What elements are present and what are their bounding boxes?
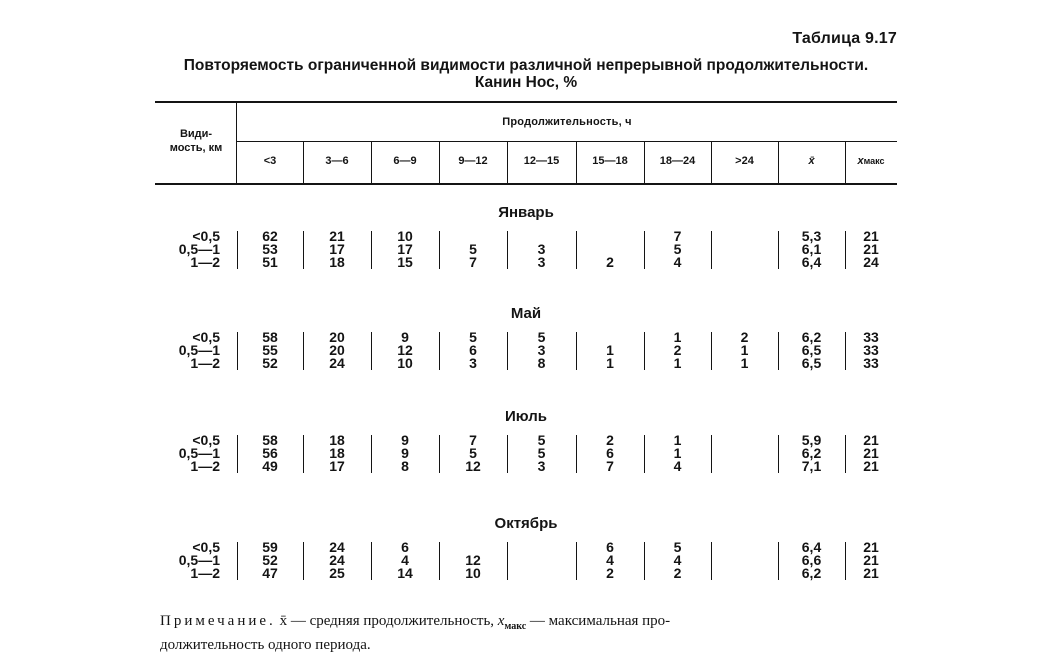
column-separator	[778, 435, 779, 473]
table-cell: 33	[863, 329, 879, 345]
table-cell: 10	[397, 355, 413, 371]
header-visibility-line1: Види-	[179, 128, 213, 140]
column-separator	[711, 332, 712, 370]
header-col-divider	[439, 142, 440, 183]
column-separator	[439, 435, 440, 473]
table-cell: 33	[863, 342, 879, 358]
table-cell: 56	[262, 445, 278, 461]
table-cell: 3	[537, 458, 546, 474]
row-label: 1—2	[190, 254, 220, 270]
table-cell: 6,1	[801, 241, 822, 257]
table-cell: 6,2	[801, 565, 822, 581]
table-cell: 10	[465, 565, 481, 581]
table-number: Таблица 9.17	[792, 30, 897, 47]
column-separator	[711, 231, 712, 269]
row-label: <0,5	[192, 539, 220, 555]
table-cell: 7	[673, 228, 682, 244]
table-cell: 5	[537, 432, 546, 448]
table-cell: 1	[673, 445, 682, 461]
table-cell: 12	[465, 552, 481, 568]
header-visibility	[158, 127, 234, 155]
table-cell: 59	[262, 539, 278, 555]
table-cell: 3	[537, 254, 546, 270]
table-cell: 55	[262, 342, 278, 358]
table-cell: 5	[469, 445, 477, 461]
column-separator	[439, 231, 440, 269]
table-cell: 7	[469, 432, 477, 448]
table-cell: 18	[329, 254, 345, 270]
column-separator	[507, 231, 508, 269]
row-label: 1—2	[190, 355, 220, 371]
header-col-8: x̄	[808, 155, 815, 167]
column-separator	[644, 435, 645, 473]
header-col-divider	[845, 142, 846, 183]
table-cell: 14	[397, 565, 413, 581]
table-cell: 2	[673, 342, 682, 358]
table-cell: 18	[329, 432, 345, 448]
table-cell: 6	[469, 342, 477, 358]
row-label: 0,5—1	[178, 241, 220, 257]
table-cell: 6,2	[801, 445, 822, 461]
table-cell: 20	[329, 329, 345, 345]
table-cell: 2	[606, 254, 614, 270]
table-cell: 1	[673, 329, 682, 345]
header-col-0: <3	[263, 155, 277, 167]
note-line1	[160, 612, 900, 636]
column-separator	[303, 542, 304, 580]
column-separator	[576, 231, 577, 269]
table-cell: 21	[863, 228, 879, 244]
column-separator	[303, 332, 304, 370]
table-cell: 5,9	[801, 432, 822, 448]
header-col-6: 18—24	[659, 155, 696, 167]
column-separator	[576, 332, 577, 370]
note-prefix: Примечание.	[160, 613, 276, 629]
table-cell: 58	[262, 432, 278, 448]
table-cell: 52	[262, 552, 278, 568]
header-col-divider	[371, 142, 372, 183]
table-cell: 10	[397, 228, 413, 244]
table-cell: 21	[863, 565, 879, 581]
table-cell: 12	[465, 458, 481, 474]
row-label: 0,5—1	[178, 445, 220, 461]
table-cell: 1	[740, 342, 749, 358]
table-cell: 17	[329, 458, 345, 474]
table-cell: 24	[863, 254, 879, 270]
table-cell: 6	[606, 539, 614, 555]
month-heading: Май	[510, 305, 542, 322]
header-bottom-rule	[155, 183, 897, 185]
header-col-divider	[778, 142, 779, 183]
table-cell: 5	[537, 445, 546, 461]
table-cell: 3	[537, 241, 546, 257]
table-cell: 1	[673, 355, 682, 371]
table-cell: 8	[537, 355, 546, 371]
note-x-sub: макс	[504, 621, 527, 632]
column-separator	[439, 542, 440, 580]
column-separator	[644, 332, 645, 370]
table-cell: 6	[401, 539, 409, 555]
table-cell: 33	[863, 355, 879, 371]
table-cell: 6,4	[801, 539, 822, 555]
table-cell: 1	[740, 355, 749, 371]
month-heading: Январь	[498, 204, 554, 221]
table-cell: 58	[262, 329, 278, 345]
note-x: x	[497, 613, 505, 629]
table-cell: 2	[606, 432, 614, 448]
table-cell: 24	[329, 355, 345, 371]
table-cell: 5	[469, 241, 477, 257]
column-separator	[711, 542, 712, 580]
column-separator	[507, 332, 508, 370]
table-cell: 24	[329, 539, 345, 555]
column-separator	[711, 435, 712, 473]
column-separator	[644, 542, 645, 580]
table-cell: 51	[262, 254, 278, 270]
table-cell: 25	[329, 565, 345, 581]
header-col-1: 3—6	[325, 155, 349, 167]
table-cell: 17	[397, 241, 413, 257]
table-cell: 24	[329, 552, 345, 568]
table-cell: 49	[262, 458, 278, 474]
table-cell: 5,3	[801, 228, 822, 244]
note-text3: — максимальная про-	[529, 613, 671, 629]
column-separator	[644, 231, 645, 269]
table-title-line1: Повторяемость ограниченной видимости различной непрерывной продолжительности.	[183, 57, 869, 74]
table-cell: 62	[262, 228, 278, 244]
header-col-7: >24	[735, 155, 754, 167]
month-heading: Октябрь	[494, 515, 558, 532]
table-cell: 1	[606, 355, 614, 371]
column-separator	[371, 542, 372, 580]
header-col-xmax-x: x	[857, 155, 864, 167]
header-col-4: 12—15	[523, 155, 560, 167]
header-visibility-line2: мость, км	[169, 142, 223, 154]
table-cell: 4	[673, 552, 682, 568]
table-cell: 47	[262, 565, 278, 581]
header-col-divider	[507, 142, 508, 183]
table-cell: 9	[401, 432, 409, 448]
table-cell: 6,4	[801, 254, 822, 270]
table-cell: 7	[469, 254, 477, 270]
header-col-xmax-sub: макс	[863, 156, 885, 166]
table-cell: 6	[606, 445, 614, 461]
table-cell: 4	[673, 254, 682, 270]
table-cell: 7,1	[801, 458, 822, 474]
column-separator	[778, 231, 779, 269]
table-cell: 21	[329, 228, 345, 244]
table-title-line2: Канин Нос, %	[474, 74, 578, 91]
table-cell: 2	[606, 565, 614, 581]
table-cell: 21	[863, 552, 879, 568]
column-separator	[778, 542, 779, 580]
row-label: 0,5—1	[178, 552, 220, 568]
row-label: 1—2	[190, 458, 220, 474]
table-cell: 4	[606, 552, 614, 568]
row-label: <0,5	[192, 432, 220, 448]
header-mid-rule	[237, 141, 897, 142]
table-cell: 21	[863, 458, 879, 474]
table-cell: 21	[863, 445, 879, 461]
table-cell: 2	[673, 565, 682, 581]
table-cell: 5	[673, 241, 682, 257]
table-title	[155, 57, 897, 91]
column-separator	[845, 332, 846, 370]
table-cell: 2	[740, 329, 749, 345]
note-line2: должительность одного периода.	[160, 637, 371, 653]
table-cell: 9	[401, 445, 409, 461]
table-note	[160, 612, 900, 655]
table-cell: 17	[329, 241, 345, 257]
row-label: <0,5	[192, 329, 220, 345]
header-col-2: 6—9	[393, 155, 417, 167]
header-col-divider	[576, 142, 577, 183]
column-separator	[371, 332, 372, 370]
table-cell: 5	[673, 539, 682, 555]
header-col-3: 9—12	[458, 155, 488, 167]
column-separator	[439, 332, 440, 370]
row-label: 0,5—1	[178, 342, 220, 358]
header-col-divider	[644, 142, 645, 183]
table-cell: 12	[397, 342, 413, 358]
table-cell: 20	[329, 342, 345, 358]
header-col-divider	[711, 142, 712, 183]
table-cell: 3	[537, 342, 546, 358]
table-cell: 6,5	[801, 342, 822, 358]
table-cell: 4	[401, 552, 409, 568]
table-cell: 4	[673, 458, 682, 474]
column-separator	[371, 231, 372, 269]
table-cell: 6,5	[801, 355, 822, 371]
column-separator	[371, 435, 372, 473]
table-cell: 21	[863, 432, 879, 448]
table-cell: 21	[863, 241, 879, 257]
table-cell: 6,6	[801, 552, 822, 568]
header-col-5: 15—18	[592, 155, 628, 167]
table-cell: 3	[469, 355, 477, 371]
table-cell: 7	[606, 458, 614, 474]
column-separator	[778, 332, 779, 370]
month-heading: Июль	[505, 408, 547, 425]
header-duration: Продолжительность, ч	[502, 116, 632, 128]
table-cell: 1	[606, 342, 614, 358]
column-separator	[237, 435, 238, 473]
table-cell: 15	[397, 254, 413, 270]
note-text1: x̄ — средняя продолжительность,	[279, 613, 495, 629]
column-separator	[237, 332, 238, 370]
table-cell: 8	[401, 458, 409, 474]
header-divider-visibility	[236, 103, 237, 183]
header-col-divider	[303, 142, 304, 183]
table-cell: 1	[673, 432, 682, 448]
table-cell: 5	[469, 329, 477, 345]
table-cell: 21	[863, 539, 879, 555]
table-cell: 6,2	[801, 329, 822, 345]
table-cell: 18	[329, 445, 345, 461]
column-separator	[303, 435, 304, 473]
column-separator	[845, 231, 846, 269]
column-separator	[576, 542, 577, 580]
column-separator	[845, 542, 846, 580]
table-top-rule	[155, 101, 897, 103]
column-separator	[507, 542, 508, 580]
row-label: 1—2	[190, 565, 220, 581]
column-separator	[845, 435, 846, 473]
column-separator	[576, 435, 577, 473]
table-cell: 5	[537, 329, 546, 345]
column-separator	[303, 231, 304, 269]
column-separator	[237, 231, 238, 269]
column-separator	[237, 542, 238, 580]
table-cell: 52	[262, 355, 278, 371]
header-col-9	[845, 155, 897, 167]
table-cell: 9	[401, 329, 409, 345]
column-separator	[507, 435, 508, 473]
table-cell: 53	[262, 241, 278, 257]
row-label: <0,5	[192, 228, 220, 244]
